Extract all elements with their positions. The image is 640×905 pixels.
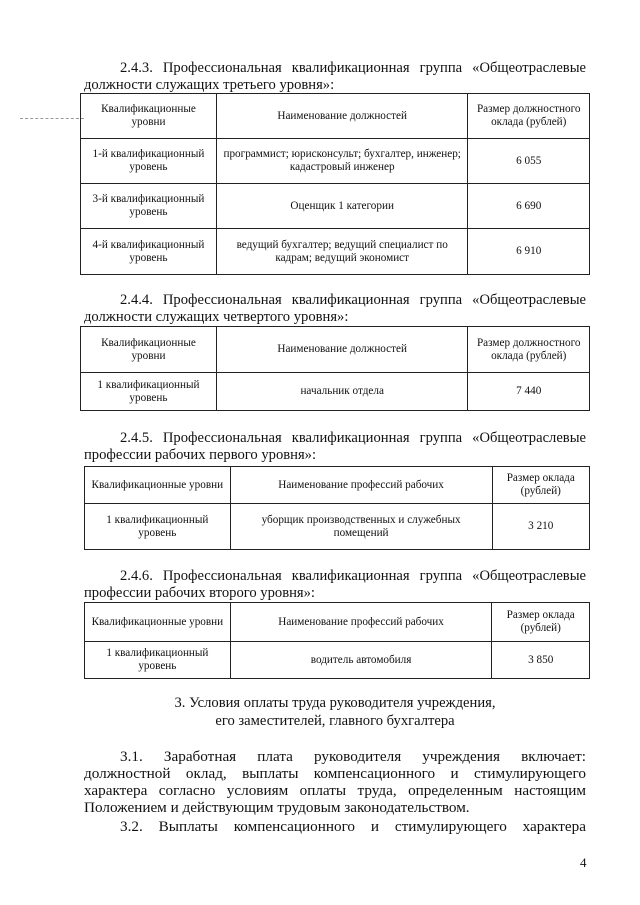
cell-level: 1 квалификационный уровень bbox=[85, 504, 231, 550]
section-2-4-3-heading: 2.4.3. Профессиональная квалификационная группа «Общеотраслевые должности служащих третьего уровня»: bbox=[84, 60, 586, 93]
table-row bbox=[81, 184, 590, 229]
cell-salary: 6 690 bbox=[468, 184, 590, 229]
cell-name: программист; юрисконсульт; бухгалтер, инженер; кадастровый инженер bbox=[216, 139, 468, 184]
page-number: 4 bbox=[580, 855, 587, 870]
table-row bbox=[85, 504, 590, 550]
cell-name: ведущий бухгалтер; ведущий специалист по кадрам; ведущий экономист bbox=[216, 229, 468, 275]
header-levels: Квалификационные уровни bbox=[81, 94, 217, 139]
cell-salary: 3 850 bbox=[492, 642, 590, 679]
table-2-4-4 bbox=[80, 326, 590, 411]
header-salary: Размер должностного оклада (рублей) bbox=[468, 94, 590, 139]
header-professions: Наименование профессий рабочих bbox=[230, 467, 492, 504]
header-levels: Квалификационные уровни bbox=[85, 467, 231, 504]
header-salary: Размер оклада (рублей) bbox=[492, 467, 589, 504]
header-professions: Наименование профессий рабочих bbox=[230, 603, 492, 642]
section-2-4-6-heading: 2.4.6. Профессиональная квалификационная группа «Общеотраслевые профессии рабочих второго уровня»: bbox=[84, 568, 586, 601]
header-salary: Размер оклада (рублей) bbox=[492, 603, 590, 642]
header-levels: Квалификационные уровни bbox=[81, 327, 217, 373]
cell-salary: 3 210 bbox=[492, 504, 589, 550]
table-2-4-5 bbox=[84, 466, 590, 550]
cell-salary: 7 440 bbox=[468, 373, 590, 411]
table-2-4-6 bbox=[84, 602, 590, 679]
table-row bbox=[81, 229, 590, 275]
header-positions: Наименование должностей bbox=[216, 94, 468, 139]
cell-level: 1-й квалификационный уровень bbox=[81, 139, 217, 184]
cell-name: начальник отдела bbox=[216, 373, 468, 411]
table-2-4-3 bbox=[80, 93, 590, 275]
table-row bbox=[85, 642, 590, 679]
cell-level: 1 квалификационный уровень bbox=[85, 642, 231, 679]
table-row bbox=[81, 139, 590, 184]
section-2-4-4-heading: 2.4.4. Профессиональная квалификационная группа «Общеотраслевые должности служащих четвертого уровня»: bbox=[84, 292, 586, 325]
table-row bbox=[81, 373, 590, 411]
cell-level: 1 квалификационный уровень bbox=[81, 373, 217, 411]
paragraph-3-2: 3.2. Выплаты компенсационного и стимулирующего характера bbox=[120, 818, 586, 835]
cell-name: водитель автомобиля bbox=[230, 642, 492, 679]
cell-salary: 6 910 bbox=[468, 229, 590, 275]
header-positions: Наименование должностей bbox=[216, 327, 468, 373]
header-salary: Размер должностного оклада (рублей) bbox=[468, 327, 590, 373]
scan-artifact-line bbox=[20, 118, 84, 119]
cell-level: 3-й квалификационный уровень bbox=[81, 184, 217, 229]
cell-level: 4-й квалификационный уровень bbox=[81, 229, 217, 275]
section-3-title-line1: 3. Условия оплаты труда руководителя учреждения, bbox=[174, 695, 496, 711]
paragraph-3-1: 3.1. Заработная плата руководителя учреждения включает: должностной оклад, выплаты компенсационного и стимулирующего характера согласно условиям оплаты труда, определенным настоящим Положением и действующим трудовым законодательством. bbox=[84, 748, 586, 816]
cell-name: Оценщик 1 категории bbox=[216, 184, 468, 229]
cell-salary: 6 055 bbox=[468, 139, 590, 184]
cell-name: уборщик производственных и служебных помещений bbox=[230, 504, 492, 550]
section-2-4-5-heading: 2.4.5. Профессиональная квалификационная группа «Общеотраслевые профессии рабочих первого уровня»: bbox=[84, 430, 586, 463]
header-levels: Квалификационные уровни bbox=[85, 603, 231, 642]
section-3-title-line2: его заместителей, главного бухгалтера bbox=[215, 713, 455, 729]
